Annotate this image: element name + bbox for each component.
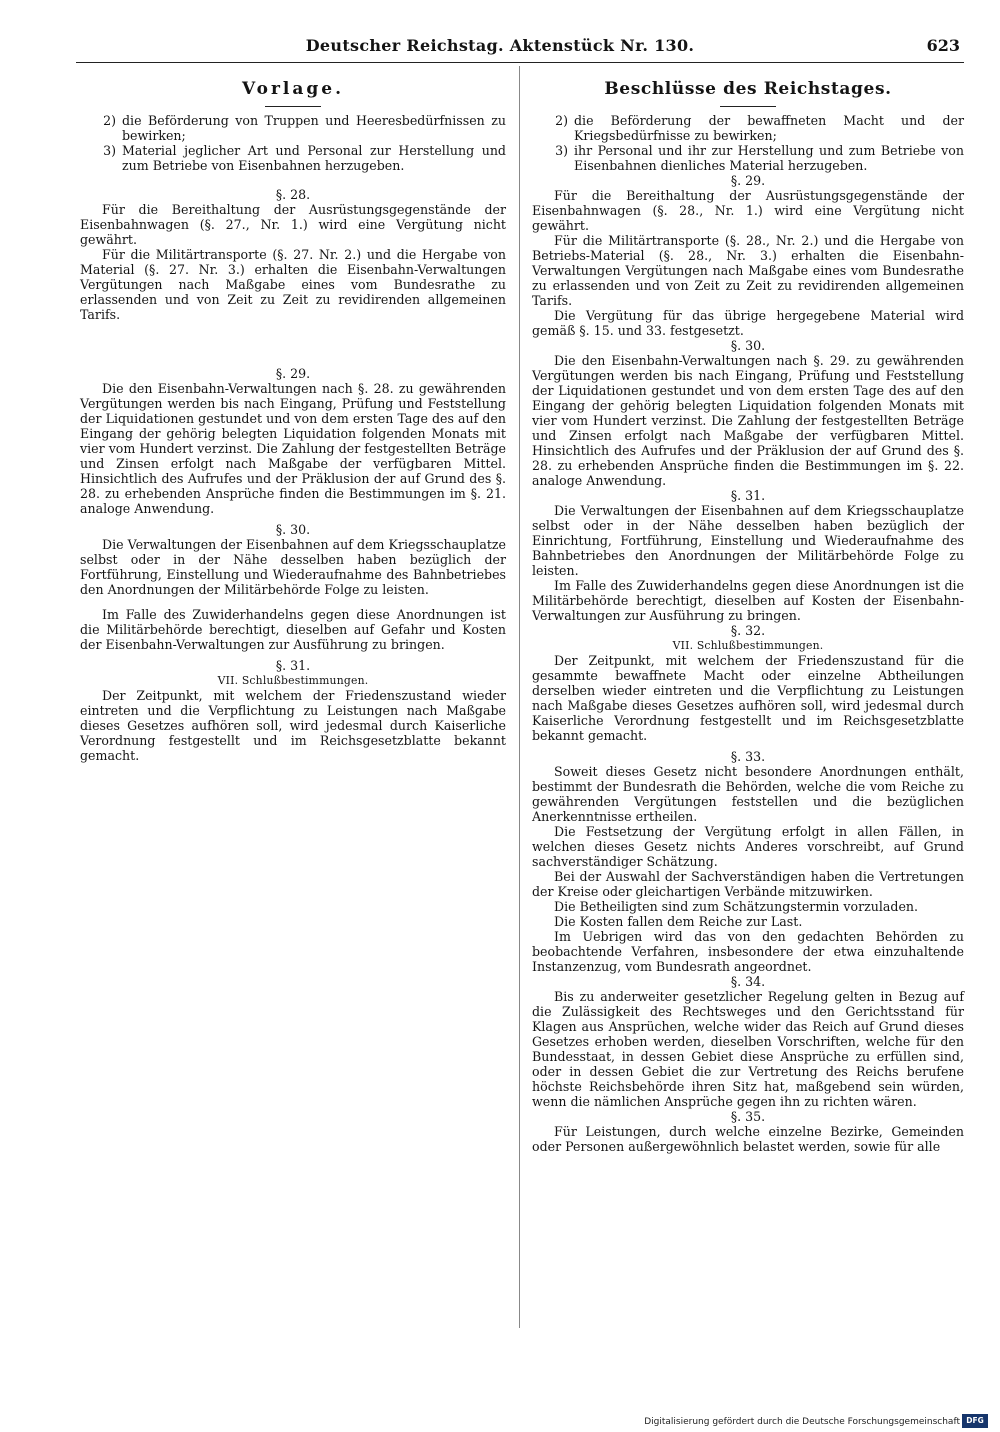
paragraph: Für die Bereithaltung der Ausrüstungsgegenstände der Eisenbahnwagen (§. 27., Nr. 1.) wird eine Vergütung nicht gewährt.	[80, 202, 506, 247]
section-heading: §. 29.	[275, 366, 311, 381]
section-heading: §. 30.	[730, 338, 766, 353]
list-item-number: 2)	[103, 113, 116, 128]
right-column-heading: Beschlüsse des Reichstages.	[604, 79, 892, 99]
paragraph: Die Vergütung für das übrige hergegebene Material wird gemäß §. 15. und 33. festgesetzt.	[532, 308, 964, 338]
column-divider	[519, 66, 520, 1328]
left-column-heading: Vorlage.	[241, 79, 345, 99]
left-heading-rule	[265, 106, 321, 107]
paragraph: Für Leistungen, durch welche einzelne Bezirke, Gemeinden oder Personen außergewöhnlich belastet werden, sowie für alle	[532, 1124, 964, 1154]
section-heading: §. 31.	[730, 488, 766, 503]
paragraph: Die den Eisenbahn-Verwaltungen nach §. 29. zu gewährenden Vergütungen werden bis nach Eingang, Prüfung und Feststellung der Liquidationen gestundet und von dem ersten Tage des auf den Eingang der gehörig belegten Liquidation folgenden Monats mit vier vom Hundert verzinst. Die Zahlung der festgestellten Beträge und Zinsen erfolgt nach Maßgabe der verfügbaren Mittel. Hinsichtlich des Aufrufes und der Präklusion der auf Grund des §. 28. zu erhebenden Ansprüche finden die Bestimmungen im §. 22. analoge Anwendung.	[532, 353, 964, 488]
paragraph: Die Verwaltungen der Eisenbahnen auf dem Kriegsschauplatze selbst oder in der Nähe desselben haben bezüglich der Einrichtung, Fortführung, Einstellung und Wiederaufnahme des Bahnbetriebes den Anordnungen der Militärbehörde Folge zu leisten.	[532, 503, 964, 578]
paragraph: Die Kosten fallen dem Reiche zur Last.	[554, 914, 803, 929]
list-item-text: ihr Personal und ihr zur Herstellung und zum Betriebe von Eisenbahnen dienliches Material herzugeben.	[574, 143, 964, 173]
list-item	[80, 113, 506, 143]
list-item-text: die Beförderung von Truppen und Heeresbedürfnissen zu bewirken;	[122, 113, 506, 143]
running-head: Deutscher Reichstag. Aktenstück Nr. 130.	[305, 36, 695, 55]
paragraph: Im Falle des Zuwiderhandelns gegen diese Anordnungen ist die Militärbehörde berechtigt, dieselben auf Gefahr und Kosten der Eisenbahn-Verwaltungen zur Ausführung zu bringen.	[80, 607, 506, 652]
subsection-heading: VII. Schlußbestimmungen.	[217, 674, 369, 687]
section-heading: §. 31.	[275, 658, 311, 673]
list-item-text: die Beförderung der bewaffneten Macht und der Kriegsbedürfnisse zu bewirken;	[574, 113, 964, 143]
list-item	[532, 143, 964, 173]
header-rule	[76, 62, 964, 63]
paragraph: Der Zeitpunkt, mit welchem der Friedenszustand wieder eintreten und die Verpflichtung zu Leistungen nach Maßgabe dieses Gesetzes aufhören soll, wird jedesmal durch Kaiserliche Verordnung festgestellt und im Reichsgesetzblatte bekannt gemacht.	[80, 688, 506, 763]
section-heading: §. 32.	[730, 623, 766, 638]
section-heading: §. 29.	[730, 173, 766, 188]
list-item	[80, 143, 506, 173]
paragraph: Für die Militärtransporte (§. 28., Nr. 2.) und die Hergabe von Betriebs-Material (§. 28., Nr. 3.) erhalten die Eisenbahn-Verwaltungen Vergütungen nach Maßgabe eines vom Bundesrathe zu erlassenden und von Zeit zu Zeit zu revidirenden allgemeinen Tarifs.	[532, 233, 964, 308]
paragraph: Die den Eisenbahn-Verwaltungen nach §. 28. zu gewährenden Vergütungen werden bis nach Eingang, Prüfung und Feststellung der Liquidationen gestundet und von dem ersten Tage des auf den Eingang der gehörig belegten Liquidation folgenden Monats mit vier vom Hundert verzinst. Die Zahlung der festgestellten Beträge und Zinsen erfolgt nach Maßgabe der verfügbaren Mittel. Hinsichtlich des Aufrufes und der Präklusion der auf Grund des §. 28. zu erhebenden Ansprüche finden die Bestimmungen im §. 21. analoge Anwendung.	[80, 381, 506, 516]
paragraph: Der Zeitpunkt, mit welchem der Friedenszustand für die gesammte bewaffnete Macht oder einzelne Abtheilungen derselben wieder eintreten und die Verpflichtung zu Leistungen nach Maßgabe dieses Gesetzes aufhören soll, wird jedesmal durch Kaiserliche Verordnung festgestellt und im Reichsgesetzblatte bekannt gemacht.	[532, 653, 964, 743]
paragraph: Bei der Auswahl der Sachverständigen haben die Vertretungen der Kreise oder gleichartigen Verbände mitzuwirken.	[532, 869, 964, 899]
section-heading: §. 28.	[275, 187, 311, 202]
subsection-heading: VII. Schlußbestimmungen.	[672, 639, 824, 652]
paragraph: Für die Militärtransporte (§. 27. Nr. 2.) und die Hergabe von Material (§. 27. Nr. 3.) erhalten die Eisenbahn-Verwaltungen Vergütungen nach Maßgabe eines vom Bundesrathe zu erlassenden und von Zeit zu Zeit zu revidirenden allgemeinen Tarifs.	[80, 247, 506, 322]
paragraph: Für die Bereithaltung der Ausrüstungsgegenstände der Eisenbahnwagen (§. 28., Nr. 1.) wird eine Vergütung nicht gewährt.	[532, 188, 964, 233]
list-item	[532, 113, 964, 143]
page-number: 623	[926, 36, 960, 55]
section-heading: §. 35.	[730, 1109, 766, 1124]
paragraph: Die Verwaltungen der Eisenbahnen auf dem Kriegsschauplatze selbst oder in der Nähe desselben haben bezüglich der Fortführung, Einstellung und Wiederaufnahme des Bahnbetriebes den Anordnungen der Militärbehörde Folge zu leisten.	[80, 537, 506, 597]
section-heading: §. 34.	[730, 974, 766, 989]
paragraph: Die Festsetzung der Vergütung erfolgt in allen Fällen, in welchen dieses Gesetz nichts Anderes vorschreibt, auf Grund sachverständiger Schätzung.	[532, 824, 964, 869]
section-heading: §. 30.	[275, 522, 311, 537]
left-column-vorlage	[80, 78, 506, 763]
paragraph: Im Uebrigen wird das von den gedachten Behörden zu beobachtende Verfahren, insbesondere der etwa einzuhaltende Instanzenzug, vom Bundesrath angeordnet.	[532, 929, 964, 974]
paragraph: Bis zu anderweiter gesetzlicher Regelung gelten in Bezug auf die Zulässigkeit des Rechtsweges und den Gerichtsstand für Klagen aus Ansprüchen, welche wider das Reich auf Grund dieses Gesetzes erhoben werden, dieselben Vorschriften, welche für den Bundesstaat, in dessen Gebiet diese Ansprüche zu erfüllen sind, oder in dessen Gebiet die zur Vertretung des Reichs berufene höchste Reichsbehörde ihren Sitz hat, maßgebend sein würden, wenn die nämlichen Ansprüche gegen ihn zu richten wären.	[532, 989, 964, 1109]
paragraph: Die Betheiligten sind zum Schätzungstermin vorzuladen.	[554, 899, 919, 914]
right-column-beschluesse	[532, 78, 964, 1154]
list-item-number: 3)	[103, 143, 116, 158]
right-heading-rule	[720, 106, 776, 107]
paragraph: Soweit dieses Gesetz nicht besondere Anordnungen enthält, bestimmt der Bundesrath die Behörden, welche die vom Reiche zu gewährenden Vergütungen feststellen und die bezüglichen Anerkenntnisse ertheilen.	[532, 764, 964, 824]
digitization-credit: Digitalisierung gefördert durch die Deutsche Forschungsgemeinschaft	[644, 1417, 960, 1427]
list-item-text: Material jeglicher Art und Personal zur Herstellung und zum Betriebe von Eisenbahnen herzugeben.	[122, 143, 506, 173]
list-item-number: 3)	[555, 143, 568, 158]
dfg-logo: DFG	[962, 1414, 988, 1428]
list-item-number: 2)	[555, 113, 568, 128]
section-heading: §. 33.	[730, 749, 766, 764]
paragraph: Im Falle des Zuwiderhandelns gegen diese Anordnungen ist die Militärbehörde berechtigt, dieselben auf Kosten der Eisenbahn-Verwaltungen zur Ausführung zu bringen.	[532, 578, 964, 623]
